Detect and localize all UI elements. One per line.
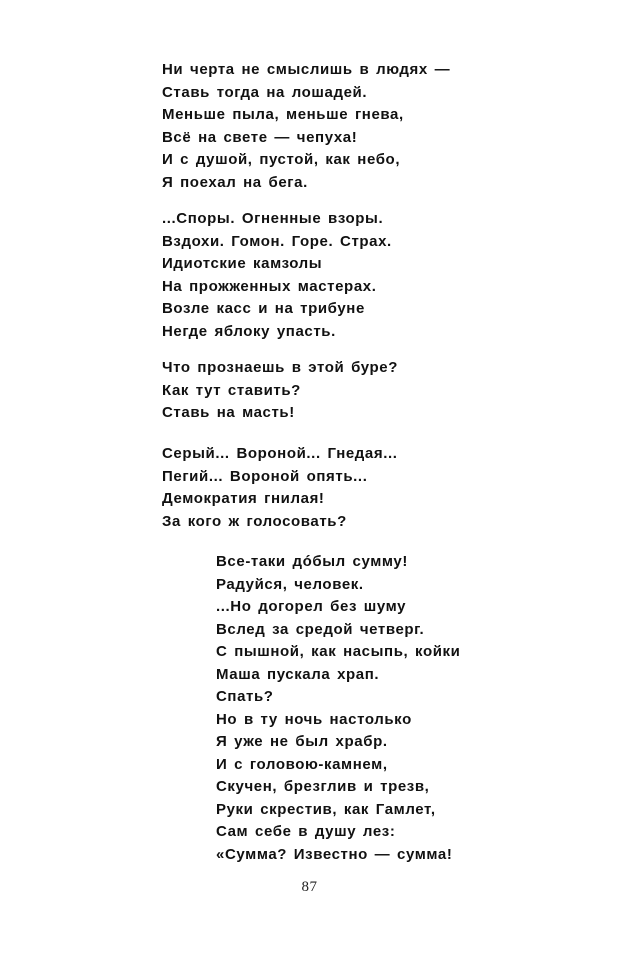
poem-line: Я поехал на бега. [162, 173, 308, 191]
poem-line: Негде яблоку упасть. [162, 322, 336, 340]
poem-line: Сам себе в душу лез: [216, 823, 396, 840]
poem-line: Вслед за средой четверг. [216, 620, 425, 638]
poem-line: Скучен, брезглив и трезв, [216, 778, 430, 795]
stanza-2 [162, 208, 392, 343]
poem-line: Ставь на масть! [162, 404, 295, 421]
poem-line: Радуйся, человек. [216, 575, 364, 593]
page-number: 87 [301, 879, 318, 895]
poem-line: ...Но догорел без шуму [216, 598, 407, 615]
poem-line: Возле касс и на трибуне [162, 300, 365, 317]
poem-line: Вздохи. Гомон. Горе. Страх. [162, 232, 392, 250]
poem-line: «Сумма? Известно — сумма! [216, 845, 453, 863]
poem-line: Ставь тогда на лошадей. [162, 83, 368, 101]
poem-line: Пегий... Вороной опять... [162, 467, 368, 485]
poem-line: Серый... Вороной... Гнедая... [162, 445, 398, 462]
stanza-1 [162, 59, 450, 194]
poem-line: За кого ж голосовать? [162, 512, 347, 530]
poem-line: ...Споры. Огненные взоры. [162, 210, 384, 227]
poem-line: Но в ту ночь настолько [216, 710, 412, 728]
stanza-3 [162, 357, 398, 425]
stanza-5-indented [216, 551, 460, 866]
poem-line: Демократия гнилая! [162, 490, 325, 507]
poem-line: Руки скрестив, как Гамлет, [216, 800, 436, 818]
poem-line: На прожженных мастерах. [162, 277, 377, 295]
poem-line: Я уже не был храбр. [216, 733, 388, 750]
stanza-4 [162, 443, 398, 533]
poem-line: Как тут ставить? [162, 381, 301, 399]
poem-line: Меньше пыла, меньше гнева, [162, 106, 404, 123]
poem-line: С пышной, как насыпь, койки [216, 643, 461, 660]
poem-line: Всё на свете — чепуха! [162, 128, 358, 146]
poem-line: Ни черта не смыслишь в людях — [162, 61, 451, 78]
poem-line: Маша пускала храп. [216, 665, 380, 683]
poem-line: И с душой, пустой, как небо, [162, 151, 401, 168]
poem-line: Все-таки дóбыл сумму! [216, 553, 408, 570]
poem-line: Идиотские камзолы [162, 255, 323, 272]
poem-line: И с головою-камнем, [216, 755, 388, 773]
poem-line: Спать? [216, 688, 274, 705]
poem-line: Что прознаешь в этой буре? [162, 359, 398, 376]
